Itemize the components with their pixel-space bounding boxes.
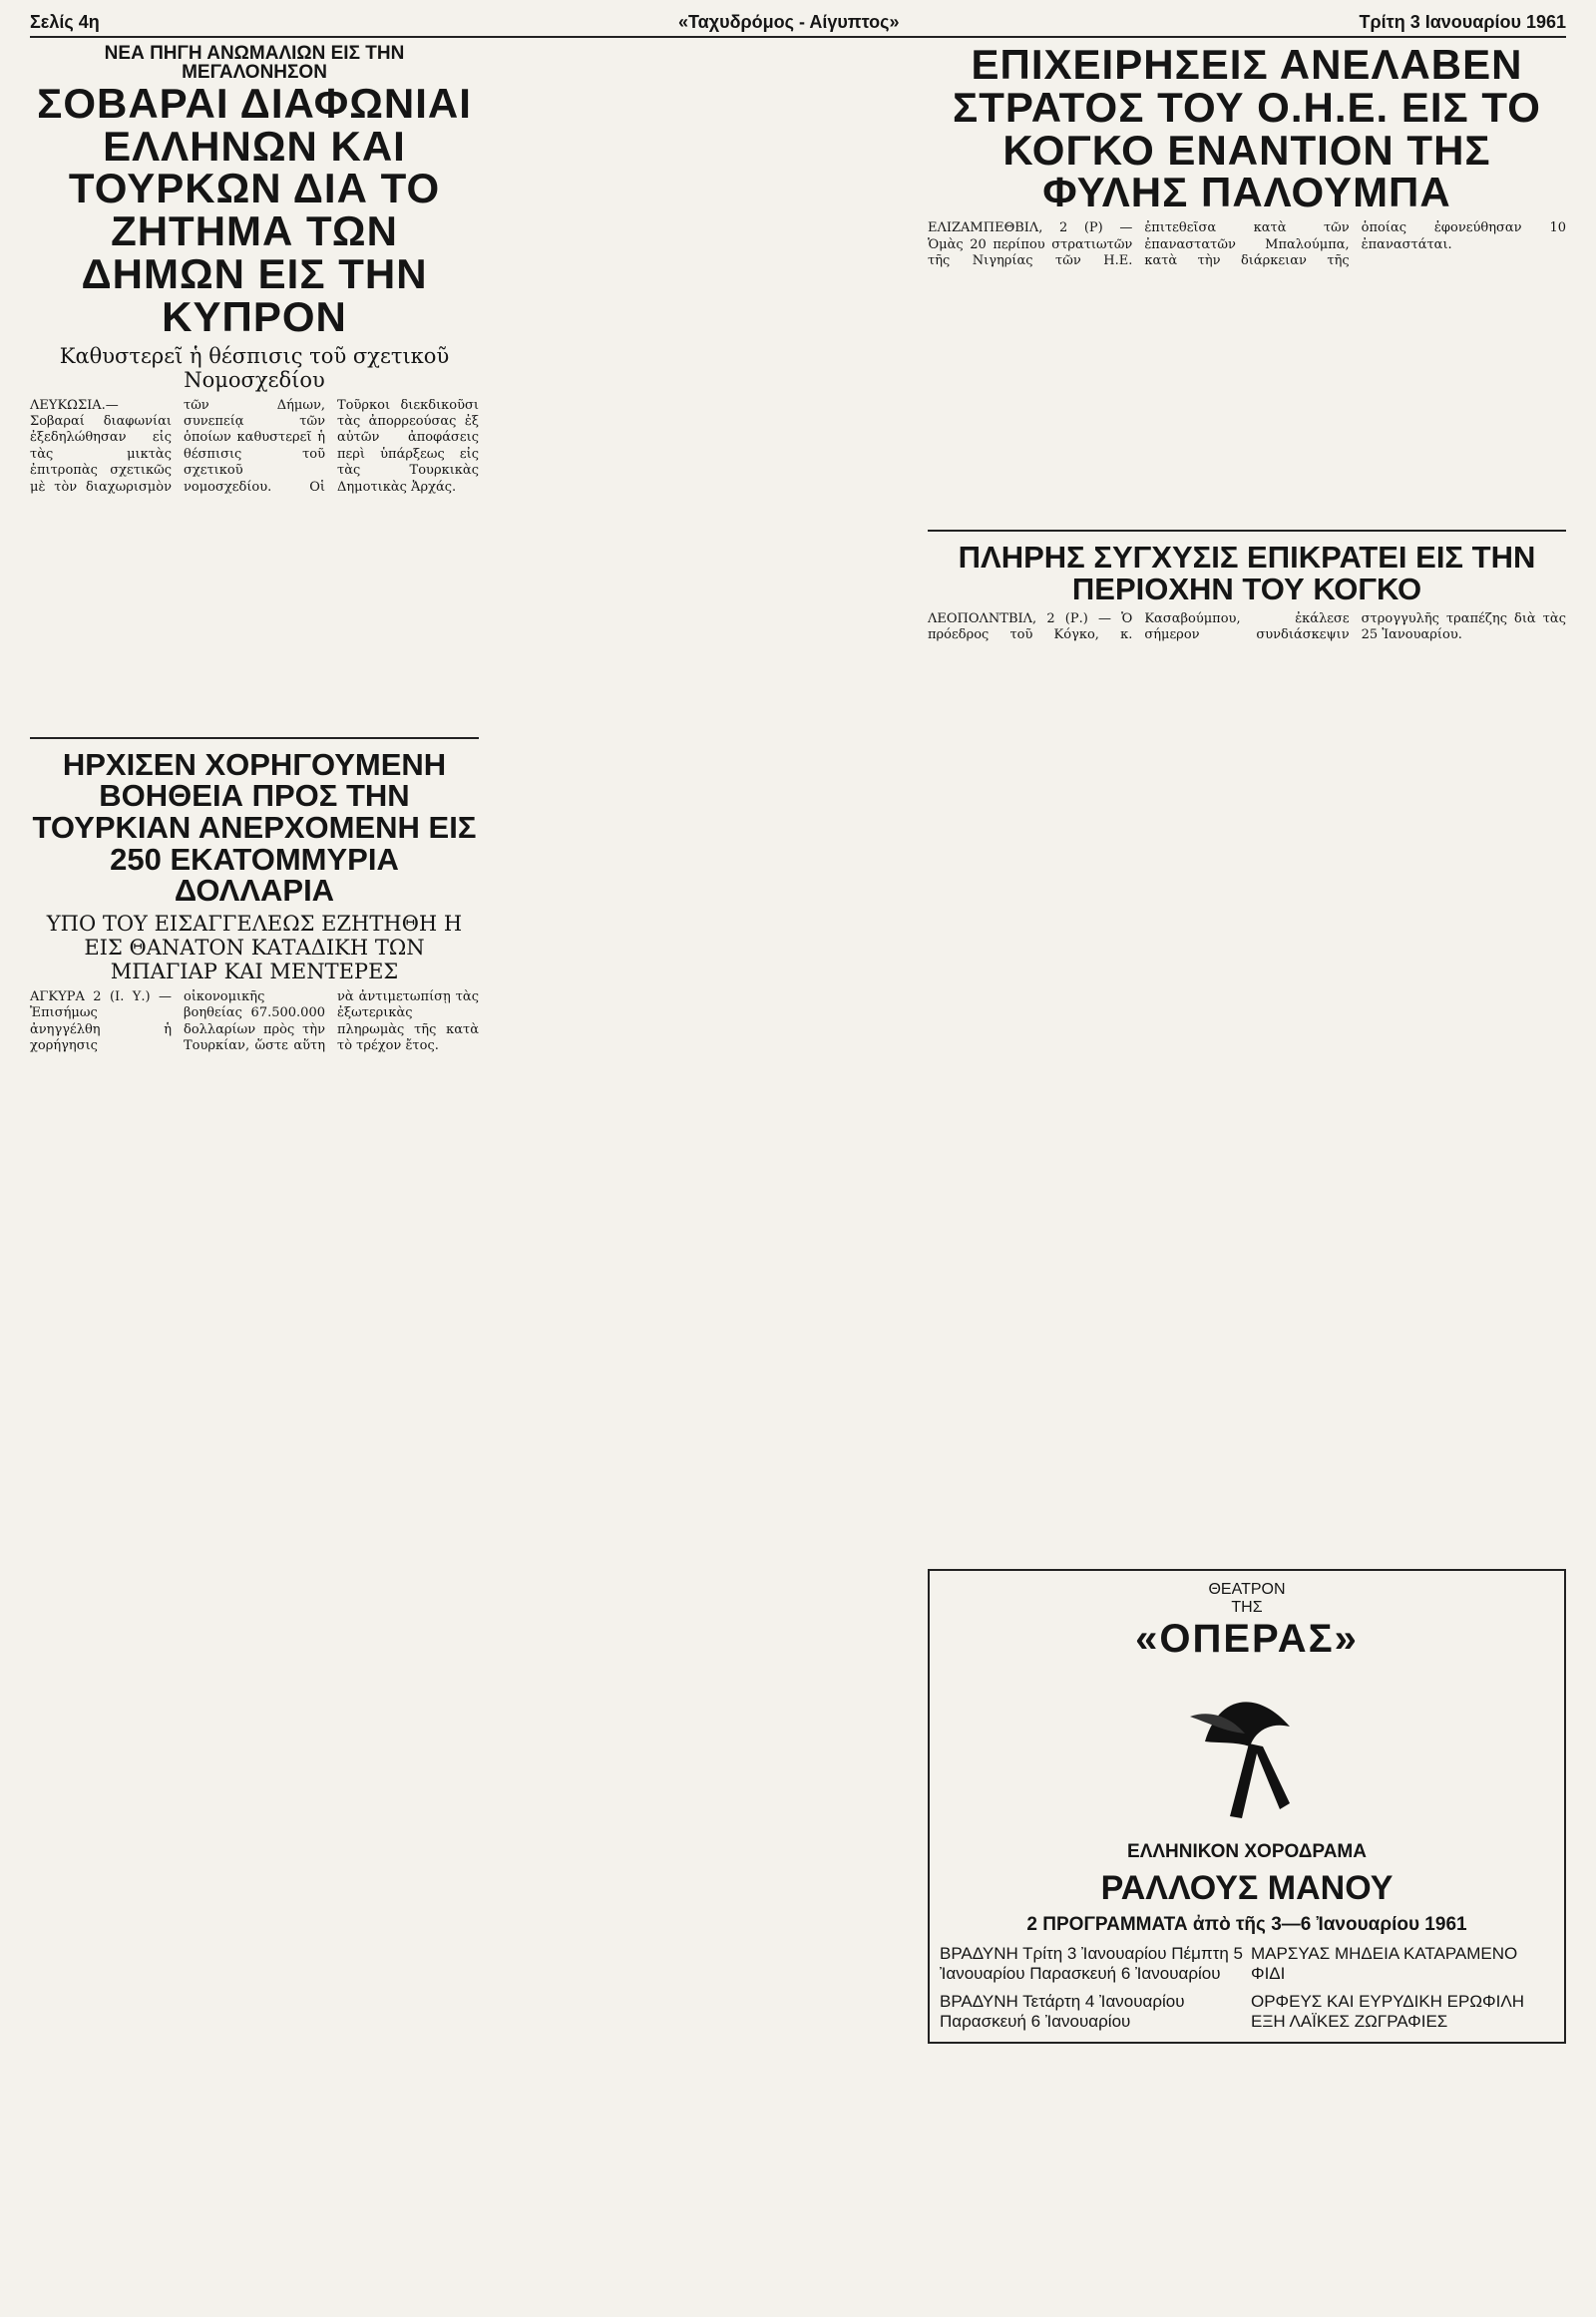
dancer-illustration [1175,1672,1320,1831]
show-one-title: ΜΑΡΣΥΑΣ ΜΗΔΕΙΑ ΚΑΤΑΡΑΜΕΝΟ ΦΙΔΙ [1251,1943,1518,1983]
show-two-title: ΟΡΦΕΥΣ ΚΑΙ ΕΥΡΥΔΙΚΗ ΕΡΩΦΙΛΗ ΕΞΗ ΛΑΪΚΕΣ ΖΩΓΡΑΦΙΕΣ [1251,1991,1524,2031]
left-column [30,44,479,1245]
cyprus-headline: ΣΟΒΑΡΑΙ ΔΙΑΦΩΝΙΑΙ ΕΛΛΗΝΩΝ ΚΑΙ ΤΟΥΡΚΩΝ ΔΙΑ ΤΟ ΖΗΤΗΜΑ ΤΩΝ ΔΗΜΩΝ ΕΙΣ ΤΗΝ ΚΥΠΡΟΝ [37,79,472,340]
right-column [928,41,1566,2044]
cyprus-subheadline: Καθυστερεῖ ἡ θέσπισις τοῦ σχετικοῦ Νομοσχεδίου [59,343,450,392]
show-one-dates: ΒΡΑΔΥΝΗ Τρίτη 3 Ἰανουαρίου Πέμπτη 5 Ἰανουαρίου Παρασκευή 6 Ἰανουαρίου [940,1943,1243,1983]
director-name: ΡΑΛΛΟΥΣ ΜΑΝΟΥ [1100,1868,1394,1907]
congo-un-story-body: ΕΛΙΖΑΜΠΕΘΒΙΛ, 2 (Ρ) — Ὁμὰς 20 περίπου στρατιωτῶν τῆς Νιγηρίας τῶν Η.Ε. ἐπιτεθεῖσα κατὰ τῶν ἐπαναστατῶν Μπαλούμπα, κατὰ τὴν διάρκειαν τῆς ὁποίας ἐφονεύθησαν 10 ἐπαναστάται. [928,220,1566,269]
masthead [30,12,1566,38]
program-list [940,1944,1554,2032]
divider [928,530,1566,532]
turkey-aid-headline: ΗΡΧΙΣΕΝ ΧΟΡΗΓΟΥΜΕΝΗ ΒΟΗΘΕΙΑ ΠΡΟΣ ΤΗΝ ΤΟΥΡΚΙΑΝ ΑΝΕΡΧΟΜΕΝΗ ΕΙΣ 250 ΕΚΑΤΟΜΜΥΡΙΑ ΔΟΛΛΑΡΙΑ [32,746,477,909]
congo-confusion-headline: ΠΛΗΡΗΣ ΣΥΓΧΥΣΙΣ ΕΠΙΚΡΑΤΕΙ ΕΙΣ ΤΗΝ ΠΕΡΙΟΧΗΝ ΤΟΥ ΚΟΓΚΟ [958,540,1536,606]
program-dates: 2 ΠΡΟΓΡΑΜΜΑΤΑ ἀπὸ τῆς 3—6 Ἰανουαρίου 1961 [1026,1913,1467,1935]
opera-advertisement [928,1569,1566,2044]
issue-date: Τρίτη 3 Ιανουαρίου 1961 [1359,12,1566,32]
turkey-aid-story-body: ΑΓΚΥΡΑ 2 (Ι. Υ.) — Ἐπισήμως ἀνηγγέλθη ἡ χορήγησις οἰκονομικῆς βοηθείας 67.500.000 δολλαρίων πρὸς τὴν Τουρκίαν, ὥστε αὕτη νὰ ἀντιμετωπίσῃ τὰς ἐξωτερικὰς πληρωμὰς τῆς κατὰ τὸ τρέχον ἔτος. [30,988,479,1053]
opera-title: «ΟΠΕΡΑΣ» [1135,1616,1359,1661]
story-kicker: ΝΕΑ ΠΗΓΗ ΑΝΩΜΑΛΙΩΝ ΕΙΣ ΤΗΝ ΜΕΓΑΛΟΝΗΣΟΝ [104,43,405,84]
turkey-aid-subheadline: ΥΠΟ ΤΟΥ ΕΙΣΑΓΓΕΛΕΩΣ ΕΖΗΤΗΘΗ Η ΕΙΣ ΘΑΝΑΤΟΝ ΚΑΤΑΔΙΚΗ ΤΩΝ ΜΠΑΓΙΑΡ ΚΑΙ ΜΕΝΤΕΡΕΣ [46,911,463,983]
divider [30,737,479,739]
company-name: ΕΛΛΗΝΙΚΟΝ ΧΟΡΟΔΡΑΜΑ [1127,1840,1367,1862]
congo-un-headline: ΕΠΙΧΕΙΡΗΣΕΙΣ ΑΝΕΛΑΒΕΝ ΣΤΡΑΤΟΣ ΤΟΥ Ο.Η.Ε. ΕΙΣ ΤΟ ΚΟΓΚΟ ΕΝΑΝΤΙΟΝ ΤΗΣ ΦΥΛΗΣ ΠΑΛΟΥΜΠΑ [953,41,1541,216]
page-number: Σελίς 4η [30,12,100,32]
congo-confusion-story-body: ΛΕΟΠΟΛΝΤΒΙΛ, 2 (Ρ.) — Ὁ πρόεδρος τοῦ Κόγκο, κ. Κασαβούμπου, ἐκάλεσε σήμερον συνδιάσκεψιν στρογγυλῆς τραπέζης διὰ τὰς 25 Ἰανουαρίου. [928,610,1566,642]
cyprus-story-body: ΛΕΥΚΩΣΙΑ.— Σοβαραί διαφωνίαι ἐξεδηλώθησαν εἰς τὰς μικτὰς ἐπιτροπὰς σχετικῶς μὲ τὸν διαχωρισμὸν τῶν Δήμων, συνεπείᾳ τῶν ὁποίων καθυστερεῖ ἡ θέσπισις τοῦ σχετικοῦ νομοσχεδίου. Οἱ Τοῦρκοι διεκδικοῦσι τὰς ἀπορρεούσας ἐξ αὐτῶν ἀποφάσεις περὶ ὑπάρξεως εἰς τὰς Τουρκικὰς Δημοτικὰς Ἀρχάς. [30,397,479,495]
show-two-dates: ΒΡΑΔΥΝΗ Τετάρτη 4 Ἰανουαρίου Παρασκευή 6 Ἰανουαρίου [940,1991,1185,2031]
theatre-label: ΘΕΑΤΡΟΝ [1208,1580,1286,1598]
publication-name: «Ταχυδρόμος - Αίγυπτος» [678,12,900,32]
the-label: ΤΗΣ [1231,1598,1263,1616]
